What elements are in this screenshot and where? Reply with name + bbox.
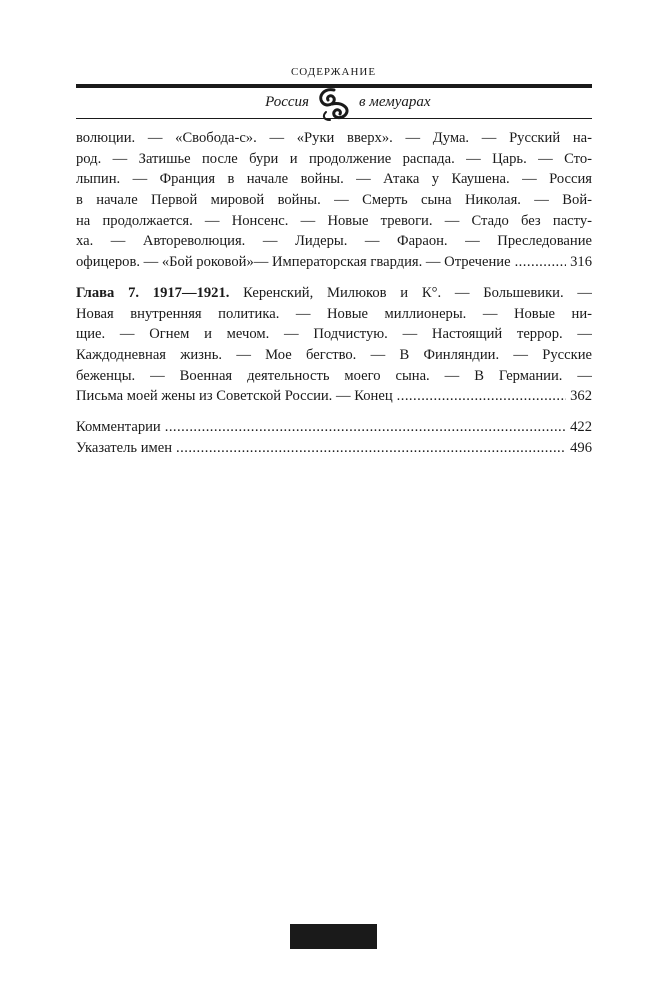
- toc-text-line: ха. — Авторeволюция. — Лидеры. — Фараон. — Преследование: [76, 233, 592, 250]
- chapter-7-label: Глава 7. 1917—1921.: [76, 284, 230, 301]
- toc-text-line: Каждодневная жизнь. — Мое бегство. — В Финляндии. — Русские: [76, 346, 592, 363]
- toc-text-line: в начале Первой мировой войны. — Смерть сына Николая. — Вой-: [76, 192, 592, 209]
- toc-entry-name-index[interactable]: [76, 438, 592, 459]
- header-thin-rule: [76, 118, 592, 119]
- page-number: 422: [570, 418, 592, 435]
- toc-text-line: Новая внутренняя политика. — Новые миллионеры. — Новые ни-: [76, 305, 592, 322]
- toc-entry-commentary[interactable]: [76, 417, 592, 438]
- dot-leader: [515, 252, 567, 273]
- toc-entry-chapter6-end[interactable]: [76, 252, 592, 273]
- toc-entry-text: Письма моей жены из Советской России. — Конец: [76, 388, 393, 405]
- dot-leader: [165, 417, 566, 438]
- toc-text-line: лыпин. — Франция в начале войны. — Атака у Каушена. — Россия: [76, 171, 592, 188]
- toc-entry-text: Указатель имен: [76, 439, 173, 456]
- chapter-7-heading-line: [76, 283, 592, 304]
- toc-entry-chapter7-end[interactable]: [76, 386, 592, 407]
- page-number: 316: [570, 254, 592, 271]
- page-number: 362: [570, 388, 592, 405]
- page-number: 496: [570, 439, 592, 456]
- dot-leader: [397, 386, 566, 407]
- toc-entry-text: Комментарии: [76, 418, 161, 435]
- toc-entry-text: офицеров. — «Бой роковой»— Императорская гвардия. — Отречение: [76, 254, 511, 271]
- series-title-left: Россия: [265, 94, 309, 110]
- toc-text-line: беженцы. — Военная деятельность моего сына. — В Германии. —: [76, 367, 592, 384]
- table-of-contents: [76, 128, 592, 458]
- footer-black-block: [290, 924, 377, 949]
- chapter-7-first-line: Керенский, Милюков и К°. — Большевики. —: [229, 284, 592, 301]
- toc-text-line: волюции. — «Свобода-с». — «Руки вверх». — Дума. — Русский на-: [76, 130, 592, 146]
- dot-leader: [176, 438, 566, 459]
- toc-text-line: на продолжается. — Нонсенс. — Новые тревоги. — Стадо без пасту-: [76, 212, 592, 229]
- ornamental-swirl-icon: [312, 86, 356, 122]
- series-title-right: в мемуарах: [359, 94, 431, 110]
- series-title-bar: [76, 92, 592, 118]
- toc-text-line: род. — Затишье после бури и продолжение распада. — Царь. — Сто-: [76, 150, 592, 167]
- running-head: СОДЕРЖАНИЕ: [290, 66, 377, 78]
- toc-text-line: щие. — Огнем и мечом. — Подчистую. — Настоящий террор. —: [76, 326, 592, 343]
